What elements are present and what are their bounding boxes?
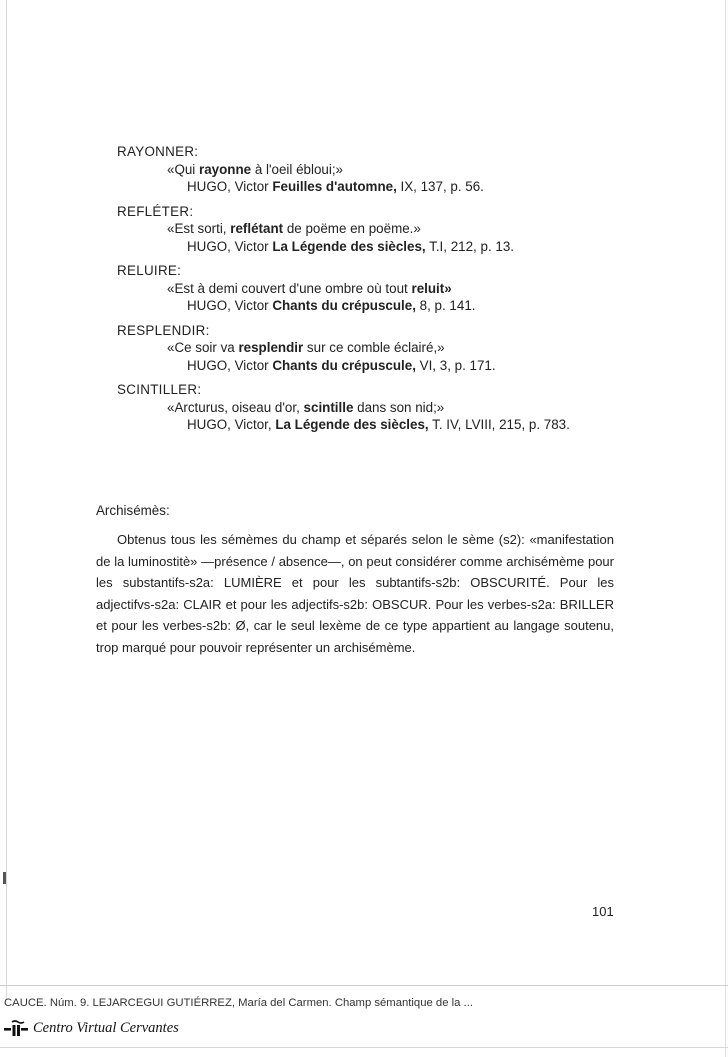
ref-work: Feuilles d'automne, — [272, 179, 397, 194]
cvc-logo[interactable] — [4, 1017, 179, 1039]
footer-divider-bottom — [0, 1047, 728, 1048]
ref-location: IX, 137, p. 56. — [396, 179, 484, 194]
ref-work: La Légende des siècles, — [275, 417, 429, 432]
cvc-logo-icon — [4, 1019, 28, 1037]
entry-quote — [167, 339, 677, 357]
page-number: 101 — [592, 904, 614, 919]
entry-quote — [167, 399, 677, 417]
quote-keyword: resplendir — [238, 340, 304, 355]
ref-location: VI, 3, p. 171. — [415, 357, 496, 373]
entry-rayonner — [117, 143, 677, 196]
archisememes-paragraph: Obtenus tous les sémèmes du champ et séparés selon le sème (s2): «manifestation de la luminostitè» —présence / absence—, on peut considérer comme archisémème pour les substantifs-s2a: LUMIÈRE et pour les subtantifs-s2b: OBSCURITÉ. Pour les adjectifvs-s2a: CLAIR et pour les adjectifs-s2b: OBSCUR. Pour les verbes-s2a: BRILLER et pour les verbes-s2b: Ø, car le seul lexème de ce type appartient au langage soutenu, trop marqué pour pouvoir représenter un archisémème. — [96, 532, 614, 655]
entry-scintiller — [117, 381, 677, 434]
entry-reference — [187, 238, 677, 256]
entry-reference — [187, 297, 677, 315]
entry-verb: RELUIRE: — [117, 263, 182, 278]
quote-text: «Est à demi couvert d'une ombre où tout — [167, 280, 412, 296]
quote-text: à l'oeil ébloui;» — [251, 161, 344, 177]
entry-refleter — [117, 203, 677, 256]
quote-text: «Arcturus, oiseau d'or, — [167, 399, 304, 415]
entry-reference — [187, 416, 677, 434]
ref-work: La Légende des siècles, — [272, 238, 426, 254]
entry-verb: RAYONNER: — [117, 144, 199, 159]
quote-text: dans son nid;» — [353, 399, 445, 415]
scan-mark — [3, 872, 6, 884]
footer-divider — [0, 985, 728, 986]
quote-text: «Ce soir va — [167, 340, 239, 355]
cvc-logo-text: Centro Virtual Cervantes — [33, 1019, 179, 1036]
quote-text: «Est sorti, — [167, 221, 231, 236]
entry-reference — [187, 357, 677, 375]
quote-text: «Qui — [167, 161, 200, 177]
ref-author: HUGO, Victor — [187, 238, 273, 254]
footer-citation: CAUCE. Núm. 9. LEJARCEGUI GUTIÉRREZ, María del Carmen. Champ sémantique de la ... — [4, 997, 473, 1009]
ref-author: HUGO, Victor, — [187, 417, 276, 432]
entry-verb: RESPLENDIR: — [117, 322, 210, 338]
entry-resplendir — [117, 322, 677, 375]
scan-edge-left — [6, 0, 7, 1000]
ref-location: 8, p. 141. — [415, 298, 476, 313]
ref-location: T. IV, LVIII, 215, p. 783. — [428, 417, 570, 432]
ref-author: HUGO, Victor — [187, 298, 273, 313]
entry-quote — [167, 220, 677, 238]
scan-edge-right — [725, 0, 726, 1057]
quote-keyword: reluit» — [411, 280, 452, 296]
ref-author: HUGO, Victor — [187, 357, 273, 373]
quote-text: de poëme en poëme.» — [283, 221, 421, 236]
quote-keyword: scintille — [303, 399, 354, 415]
entry-reluire — [117, 262, 677, 315]
ref-author: HUGO, Victor — [187, 179, 273, 194]
entry-verb: SCINTILLER: — [117, 382, 202, 397]
entry-quote — [167, 161, 677, 179]
entry-reference — [187, 178, 677, 196]
quote-keyword: reflétant — [230, 221, 284, 236]
ref-location: T.I, 212, p. 13. — [425, 238, 514, 254]
archisememes-heading: Archisémès: — [96, 503, 170, 518]
ref-work: Chants du crépuscule, — [272, 357, 416, 373]
ref-work: Chants du crépuscule, — [272, 298, 416, 313]
entry-quote — [167, 280, 677, 298]
quote-text: sur ce comble éclairé,» — [303, 340, 445, 355]
verb-entries — [117, 143, 677, 441]
entry-verb: REFLÉTER: — [117, 203, 194, 219]
quote-keyword: rayonne — [199, 161, 252, 177]
